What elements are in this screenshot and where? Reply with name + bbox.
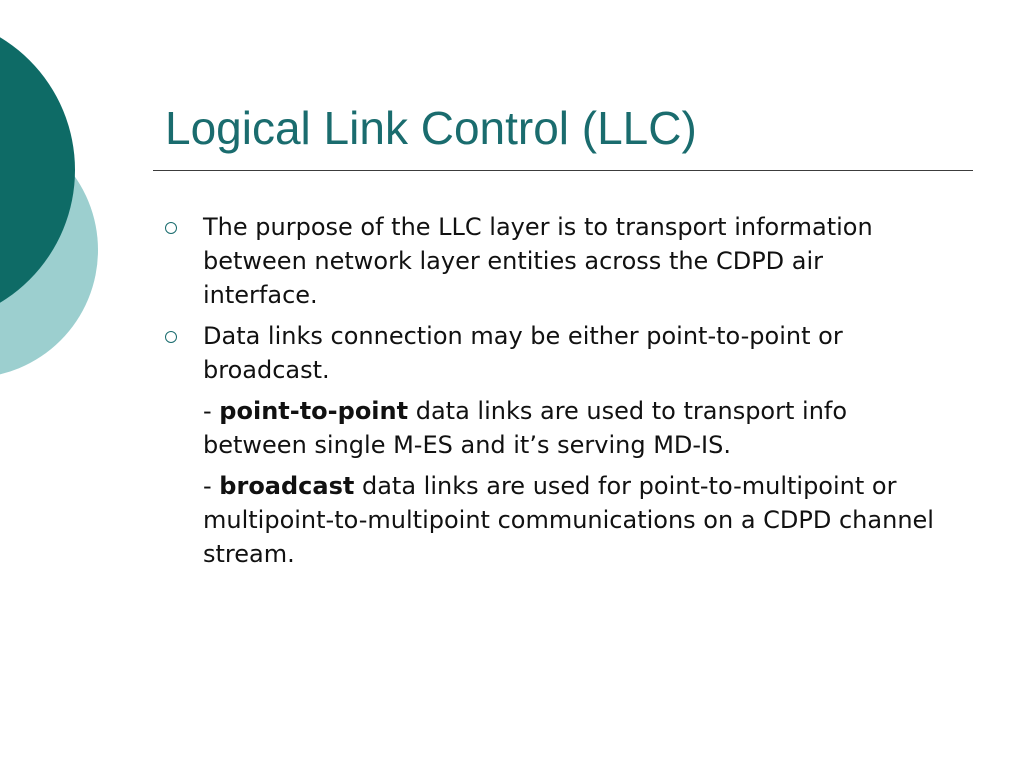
bullet-item: [165, 319, 945, 387]
slide-title: Logical Link Control (LLC): [165, 102, 697, 154]
sub-item-point-to-point: [165, 394, 945, 462]
sub-item-term: point-to-point: [219, 397, 409, 425]
slide-content: [165, 210, 945, 578]
decorative-circles: [0, 0, 110, 420]
sub-item-broadcast: [165, 469, 945, 571]
sub-item-prefix: -: [203, 397, 220, 425]
sub-item-text: data links are used for point-to-multipoint or multipoint-to-multipoint communications on a CDPD channel stream.: [203, 472, 934, 568]
hollow-circle-bullet-icon: [165, 331, 177, 343]
hollow-circle-bullet-icon: [165, 222, 177, 234]
sub-item-text: data links are used to transport info between single M-ES and it’s serving MD-IS.: [203, 397, 848, 459]
sub-item-prefix: -: [203, 472, 220, 500]
bullet-text: Data links connection may be either point-to-point or broadcast.: [203, 322, 843, 384]
sub-item-term: broadcast: [219, 472, 355, 500]
bullet-text: The purpose of the LLC layer is to transport information between network layer entities across the CDPD air interface.: [203, 213, 873, 309]
bullet-item: [165, 210, 945, 312]
title-divider: [153, 170, 973, 171]
